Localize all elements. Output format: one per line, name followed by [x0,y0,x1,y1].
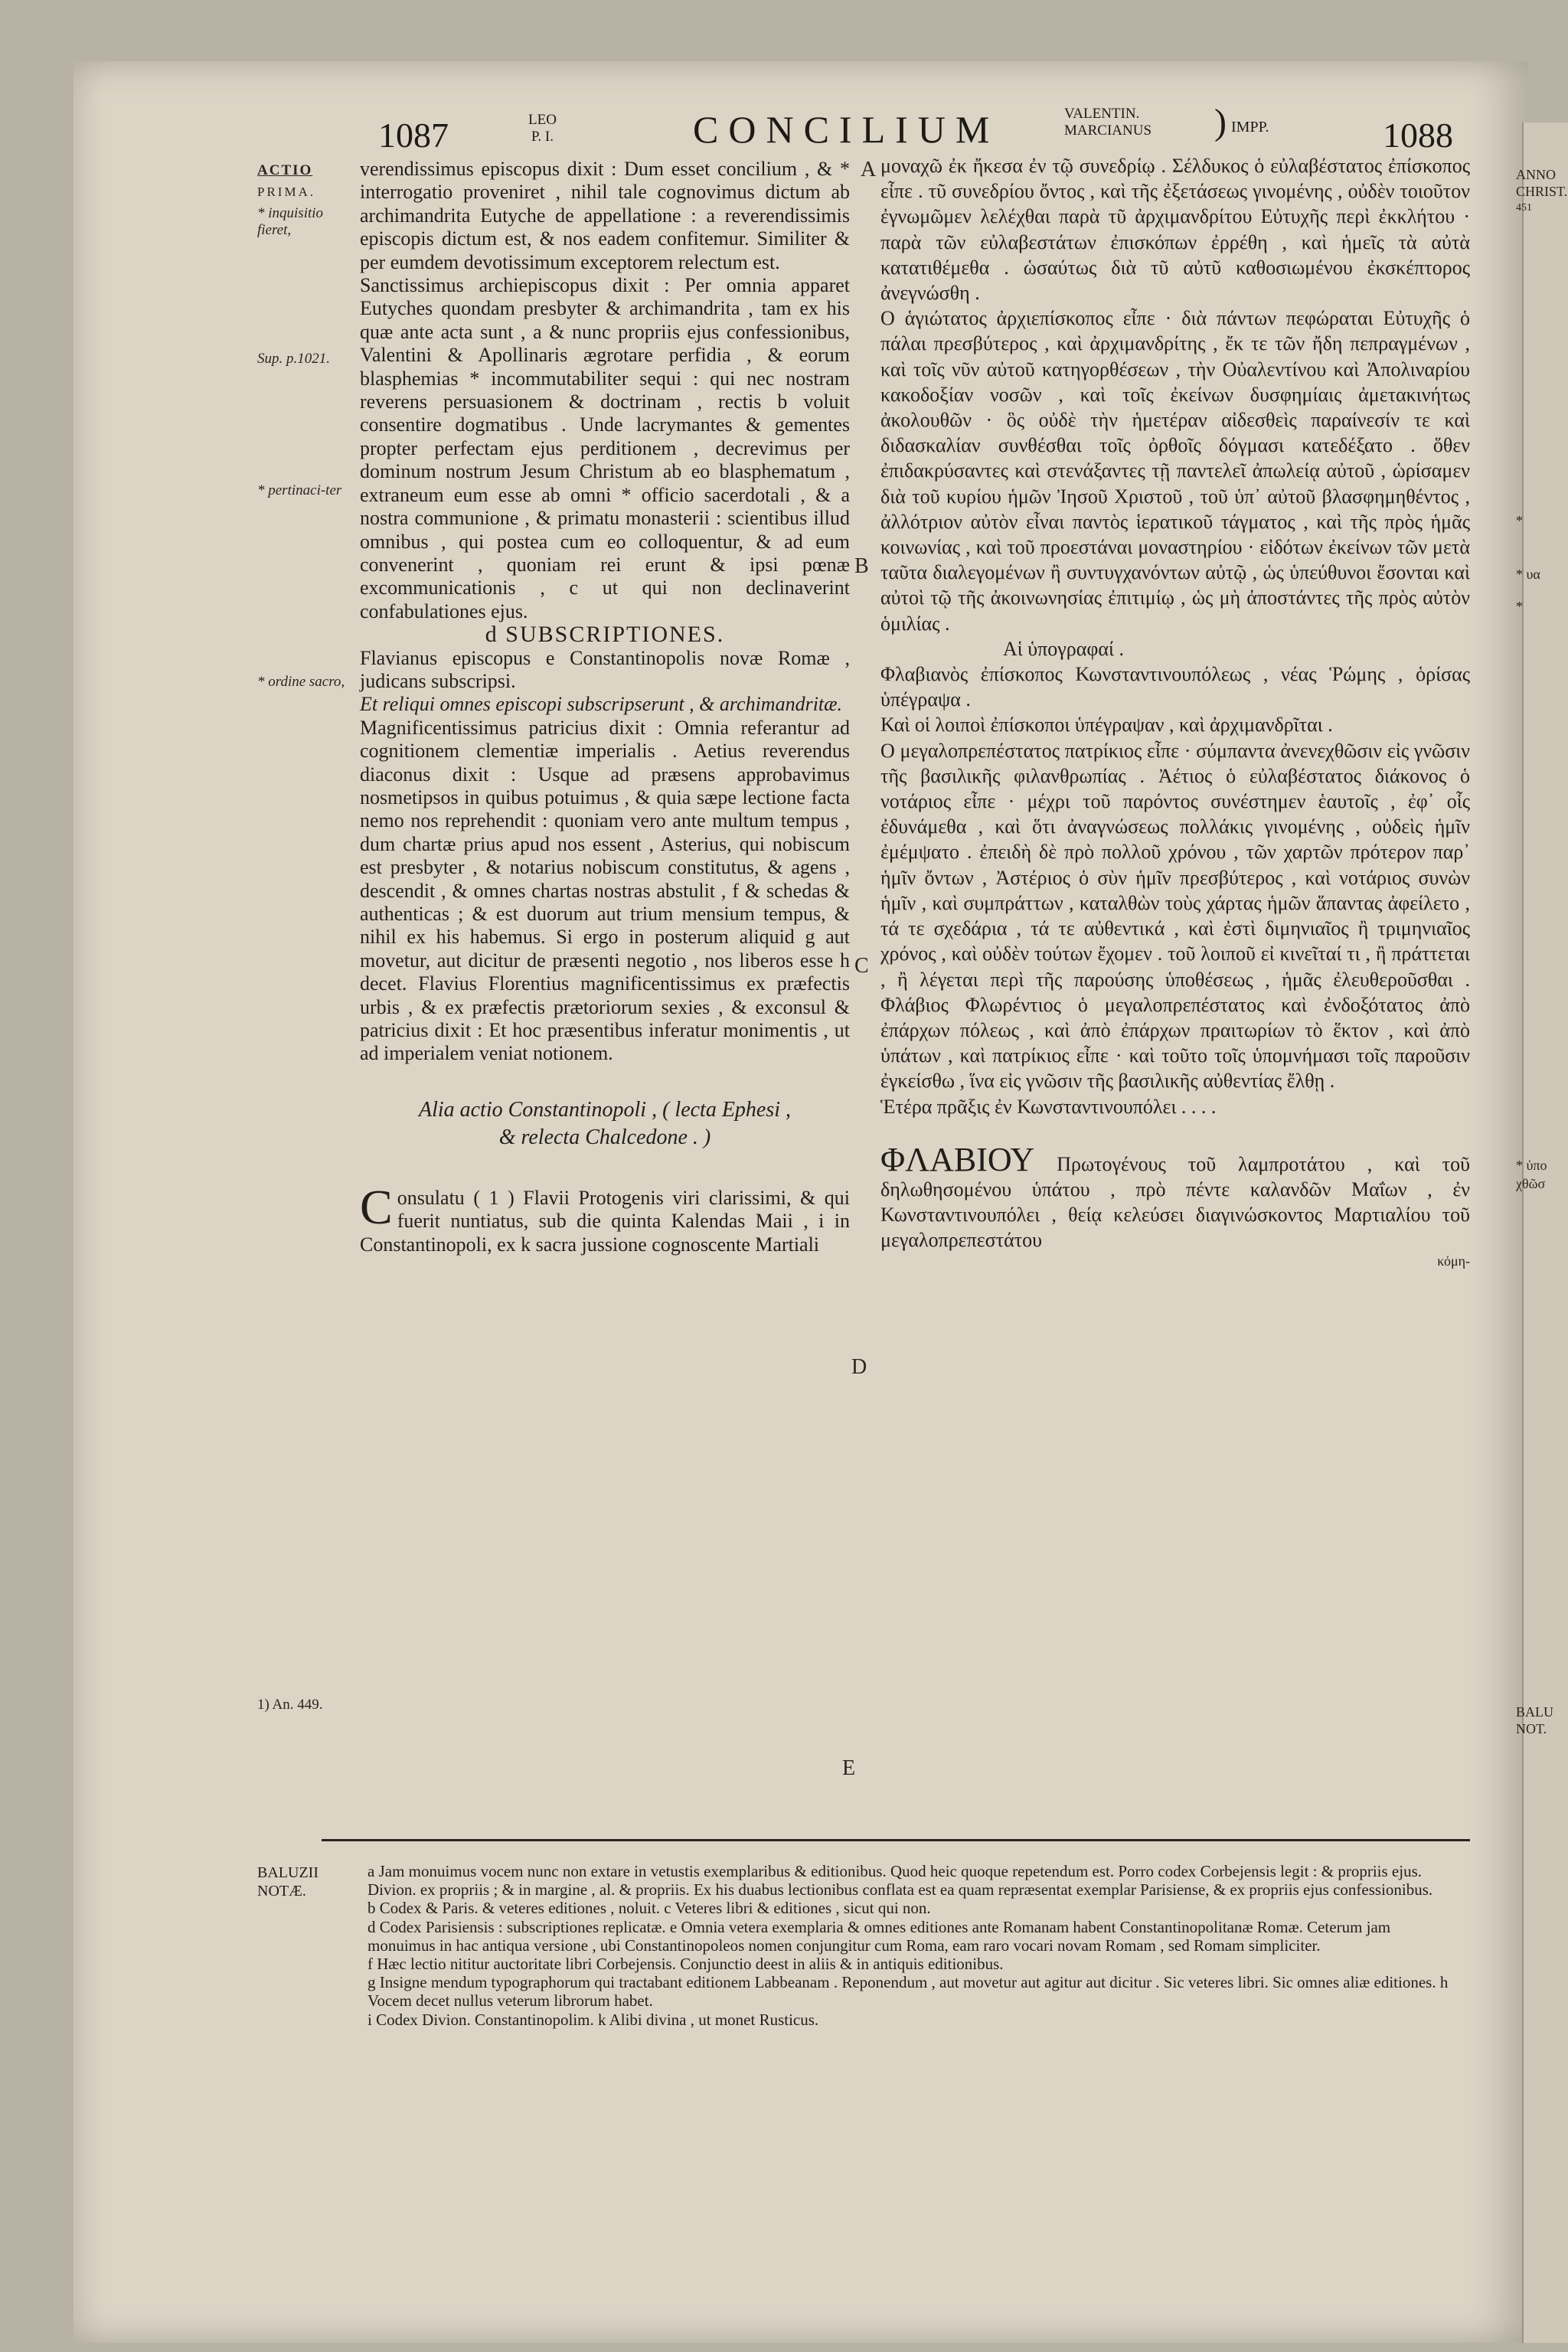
margin-actio: ACTIO [257,162,313,178]
greek-paragraph-4: Καὶ οἱ λοιποὶ ἐπίσκοποι ὑπέγραψαν , καὶ ἀρχιμανδρῖται . [880,714,1333,737]
right-margin-frag-1: * ὑπο [1516,1158,1547,1173]
right-margin-frag-4: * υα [1516,567,1540,582]
note-g-h: g Insigne mendum typographorum qui tractabant editionem Labbeanam . Reponendum , aut movetur aut agitur aut dicitur . Sic veteres libri. Sic omnes aliæ editiones. h Vocem decet nullus veterum librorum habet. [368,1973,1449,2011]
header-emperors [1064,106,1152,139]
header-emperor-1: VALENTIN. [1064,106,1140,122]
right-margin-christi: CHRIST. [1516,184,1568,199]
greek-dropcap: ΦΛΑΒΙΟΥ [880,1140,1035,1178]
latin-paragraph-3: Flavianus episcopus e Constantinopolis novæ Romæ , judicans subscripsi. [360,646,850,692]
right-page-number: 1088 [1383,116,1453,155]
greek-paragraph-7-text: Πρωτογένους τοῦ λαμπροτάτου , καὶ τοῦ δηλωθησομένου ὑπάτου , πρὸ πέντε καλανδῶν Μαΐων , ἐν Κωνσταντινουπόλει , θείᾳ κελεύσει διαγινώσκοντος Μαρτιαλίου τοῦ μεγαλοπρεπεστάτου [880,1152,1470,1252]
margin-note-year: 1) An. 449. [257,1697,323,1713]
latin-paragraph-7 [360,1179,850,1256]
greek-paragraph-1: μοναχῶ ἐκ ἤκεσα ἐν τῷ συνεδρίῳ . Σέλδυκος ὁ εὐλαβέστατος ἐπίσκοπος εἶπε . τῦ συνεδρίου ὄντος , καὶ τῆς ἐξετάσεως γινομένης , οὐδὲν τοιοῦτον ἐγνωμῶμεν λελέχθαι παρὰ τῦ ἀρχιμανδρίτου Εὐτυχῆς περὶ ἐκκλήτου · παρὰ τῶν εὐλαβεστάτων ἐπισκόπων ἐρρέθη , καὶ ἡμεῖς τὰ αὐτὰ κατατιθέμεθα . ὡσαύτως διὰ τῦ αὐτῦ καθοσιωμένου ἐκσκέπτορος ἀνεγνώσθη . [880,155,1470,305]
greek-catchword: κόμη- [1437,1253,1470,1269]
section-letter-b: B [854,554,869,578]
latin-paragraph-5: Magnificentissimus patricius dixit : Omnia referantur ad cognitionem clementiæ imperialis . Aetius reverendus diaconus dixit : Usque ad præsens approbavimus nosmetipsos in quibus potuimus , & quia sæpe lectione facta nemo nos reprehendit : quoniam vero ante multum tempus , dum chartæ prius apud nos essent , Asterius, qui nobiscum est presbyter , & notarius nobiscum constitutus, & agens , descendit , & omnes chartas nostras abstulit , f & schedas & authenticas ; & est duorum aut trium mensium tempus, & nihil ex his habemus. Si ergo in posterum aliquid g aut movetur, aut dicitur de præsenti negotio , nos liberos esse h decet. Flavius Florentius magnificentissimus ex præfectis urbis , & ex præfectis prætoriorum sexies , & exconsul & patricius dixit : Et hoc præsentibus inferatur monimentis , ut ad imperialem veniat notionem. [360,716,850,1065]
margin-note-pertinaciter: * pertinaci-ter [257,482,342,498]
right-margin-frag-5: * [1516,599,1523,614]
right-margin-anno: ANNO [1516,167,1556,182]
left-page-number: 1087 [378,116,449,155]
greek-paragraph-6: Ἑτέρα πρᾶξις ἐν Κωνσταντινουπόλει . . . . [880,1095,1217,1118]
latin-actio-heading-1: Alia actio Constantinopoli , ( lecta Ephesi , [418,1097,792,1122]
latin-paragraph-7-text: onsulatu ( 1 ) Flavii Protogenis viri clarissimi, & qui fuerit nuntiatus, sub die quinta Kalendas Maii , i in Constantinopoli, ex k sacra jussione cognoscente Martiali [360,1186,850,1256]
header-leo [528,112,557,145]
margin-note-inquisitio: * inquisitio fieret, [257,205,324,238]
notes-label-notae: NOTÆ. [257,1883,306,1900]
margin-prima: PRIMA. [257,185,316,199]
latin-paragraph-4: Et reliqui omnes episcopi subscripserunt , & archimandritæ. [360,693,842,716]
latin-column [360,158,850,1256]
latin-paragraph-1: verendissimus episcopus dixit : Dum esset concilium , & * interrogatio proveniret , nihil tale cognovimus dictum ab archimandrita Eutyche de appellatione : a reverendissimis episcopis dictum est, & nos eadem confitemur. Similiter & per eumdem devotissimum exceptorem relectum est. [360,158,850,273]
right-margin-frag-2: χθῶσ [1516,1176,1546,1191]
note-a: a Jam monuimus vocem nunc non extare in vetustis exemplaribus & editionibus. Quod heic quoque repetendum est. Porro codex Corbejensis legit : & propriis ejus. Divion. ex propriis ; & in margine , al. & propriis. Ex his duabus lectionibus conflata est ea quam repræsentat exemplar Parisiense, & ex propriis ejus confessionibus. [368,1862,1433,1900]
greek-paragraph-5: Ο μεγαλοπρεπέστατος πατρίκιος εἶπε · σύμπαντα ἀνενεχθῶσιν εἰς γνῶσιν τῆς βασιλικῆς φιλανθρωπίας . Ἀέτιος ὁ εὐλαβέστατος διάκονος ὁ νοτάριος εἶπε · μέχρι τοῦ παρόντος συνέστημεν ἑαυτοῖς , ἐφ᾽ οἷς ἐδυνάμεθα , καὶ ὅτι ἀναγνώσεως πολλάκις γινομένης , οὐδεὶς ἡμῖν ἐμέμψατο . ἐπειδὴ δὲ πρὸ πολλοῦ χρόνου , τῶν χαρτῶν πρότερον παρ᾽ ἡμῖν ὄντων , Ἀστέριος ὁ σὺν ἡμῖν πρεσβύτερος , καὶ νοτάριος συνὼν ἡμῖν , καὶ συμπράττων , καταλθὼν τοὺς χάρτας ἡμῶν ἅπαντας ἀφείλετο , τά τε σχεδάρια , τά τε αὐθεντικά , καὶ ἐστὶ διμηνιαῖος ἢ τριμηνιαῖος χρόνος , καὶ οὐδὲν τούτων ἔχομεν . τοῦ λοιποῦ εἰ κινεῖταί τι , ἢ πράττεται , ἢ λέγεται περὶ τῆς παρούσης ὑποθέσεως , ἡμᾶς ἐλευθεροῦσθαι . Φλάβιος Φλωρέντιος ὁ μεγαλοπρεπέστατος καὶ ἐνδοξότατος ἀπὸ ἐπάρχων πόλεως , καὶ ἀπὸ ἐπάρχων πραιτωρίων τὸ ἕκτον , καὶ ἀπὸ ὑπάτων , καὶ πατρίκιος εἶπε · καὶ τοῦτο τοῖς ὑπομνήμασι τοῖς παροῦσιν ἐγκείσθω , ἵνα εἰς γνῶσιν τῆς βασιλικῆς αὐθεντίας ἔλθῃ . [880,739,1470,1093]
latin-paragraph-2: Sanctissimus archiepiscopus dixit : Per omnia apparet Eutyches quondam presbyter & archimandrita , tam ex his quæ ante acta sunt , a & nunc propriis ejus confessionibus, Valentini & Apollinaris ægrotare perfidia , & eorum blasphemias * incommutabiliter sequi : qui nec nostram reverens persuasionem & doctrinam , rectis b voluit consentire dogmatibus . Unde lacrymantes & gementes propter perfectam ejus perditionem , decrevimus per dominum nostrum Jesum Christum ab eo blasphematum , extraneum eum esse ab omni * officio sacerdotali , & a nostra communione , & primatu monasterii : scientibus illud omnibus , qui postea cum eo colloquentur, & ad eum convenerint , quoniam rei erunt & ipsi pœnæ excommunicationis , c ut qui non declinaverint confabulationes ejus. [360,274,850,622]
greek-paragraph-7 [880,1140,1470,1253]
right-margin-year: 451 [1516,202,1532,214]
section-letter-c: C [854,954,869,978]
margin-note-ordine: * ordine sacro, [257,674,345,690]
latin-dropcap: C [360,1179,393,1234]
greek-column [880,153,1470,1269]
header-brace: ) [1214,102,1227,142]
note-i-k: i Codex Divion. Constantinopolim. k Alibi divina , ut monet Rusticus. [368,2010,819,2029]
latin-subscriptiones-heading: d SUBSCRIPTIONES. [485,622,725,648]
running-title: CONCILIUM [693,108,1000,151]
latin-gap-2 [360,1152,850,1187]
note-d-e: d Codex Parisiensis : subscriptiones replicatæ. e Omnia vetera exemplaria & omnes editiones ante Romanam habent Constantinopolitanæ Romæ. Ceterum jam monuimus in hac antiqua versione , ubi Constantinopoleos nomen conjungitur cum Roma, eam raro vocari novam Romam , sed Romam simpliciter. [368,1917,1391,1955]
section-letter-a: A [861,158,877,181]
header-impp: IMPP. [1231,119,1269,136]
section-letter-e: E [842,1756,856,1780]
right-margin-baluzii: BALU [1516,1704,1553,1720]
right-margin-notae: NOT. [1516,1721,1547,1736]
margin-note-sup: Sup. p.1021. [257,351,330,367]
right-margin-frag-3: * [1516,513,1523,528]
notes-label [257,1864,318,1900]
baluzii-notes [368,1862,1462,2029]
greek-ypografai: Αἱ ὑπογραφαί . [1003,637,1124,660]
next-page-edge [1522,122,1568,2343]
footnote-rule [322,1839,1470,1841]
note-f: f Hæc lectio nititur auctoritate libri Corbejensis. Conjunctio deest in aliis & in antiquis editionibus. [368,1955,1004,1974]
greek-paragraph-2: Ο ἁγιώτατος ἀρχιεπίσκοπος εἶπε · διὰ πάντων πεφώραται Εὐτυχῆς ὁ πάλαι πρεσβύτερος , καὶ ἀρχιμανδρίτης , ἔκ τε τῶν ἤδη πεπραγμένων , καὶ τοῖς νῦν αὐτοῦ κατηγορθέσεων , τὴν Οὐαλεντίνου καὶ Ἀπολιναρίου κακοδοξίαν νοσῶν , καὶ τοῖς ἐκείνων δυσφημίαις ἀμετακινήτως ἀκολουθῶν · ὃς οὐδὲ τὴν ἡμετέραν αἰδεσθεὶς παραίνεσίν τε καὶ διδασκαλίαν συνθέσθαι τοῖς ὀρθοῖς δόγμασι κατεδέξατο . ὅθεν ἐπιδακρύσαντες καὶ στενάξαντες τῇ παντελεῖ ἀπωλείᾳ αὐτοῦ , ὡρίσαμεν διὰ τοῦ κυρίου ἡμῶν Ἰησοῦ Χριστοῦ , τοῦ ὑπ᾽ αὐτοῦ βλασφημηθέντος , ἀλλότριον αὐτὸν εἶναι παντὸς ἱερατικοῦ τάγματος , καὶ τῆς πρὸς ἡμᾶς κοινωνίας , καὶ τοῦ προεστάναι μοναστηρίου · εἰδότων ἐκείνων τῶν μετὰ ταῦτα διαλεγομένων ἢ συντυγχανόντων αὐτῷ , ὡς ὑπεύθυνοι ἔσονται καὶ αὐτοὶ τῷ τῆς ἀκοινωνησίας ἐπιτιμίῳ , ὡς μὴ ἀποστάντες τῆς πρὸς αὐτὸν ὁμιλίας . [880,307,1470,635]
latin-gap [360,1066,850,1096]
latin-actio-heading-2: & relecta Chalcedone . ) [498,1125,711,1149]
section-letter-d: D [851,1355,867,1379]
note-b-c: b Codex & Paris. & veteres editiones , noluit. c Veteres libri & editiones , sicut qui non. [368,1899,931,1918]
header-leo-top: LEO [528,112,557,128]
notes-label-baluzii: BALUZII [257,1864,318,1881]
header-emperor-2: MARCIANUS [1064,122,1152,139]
greek-paragraph-3: Φλαβιανὸς ἐπίσκοπος Κωνσταντινουπόλεως , νέας Ῥώμης , ὁρίσας ὑπέγραψα . [880,663,1470,711]
header-leo-bottom: P. I. [531,129,554,145]
